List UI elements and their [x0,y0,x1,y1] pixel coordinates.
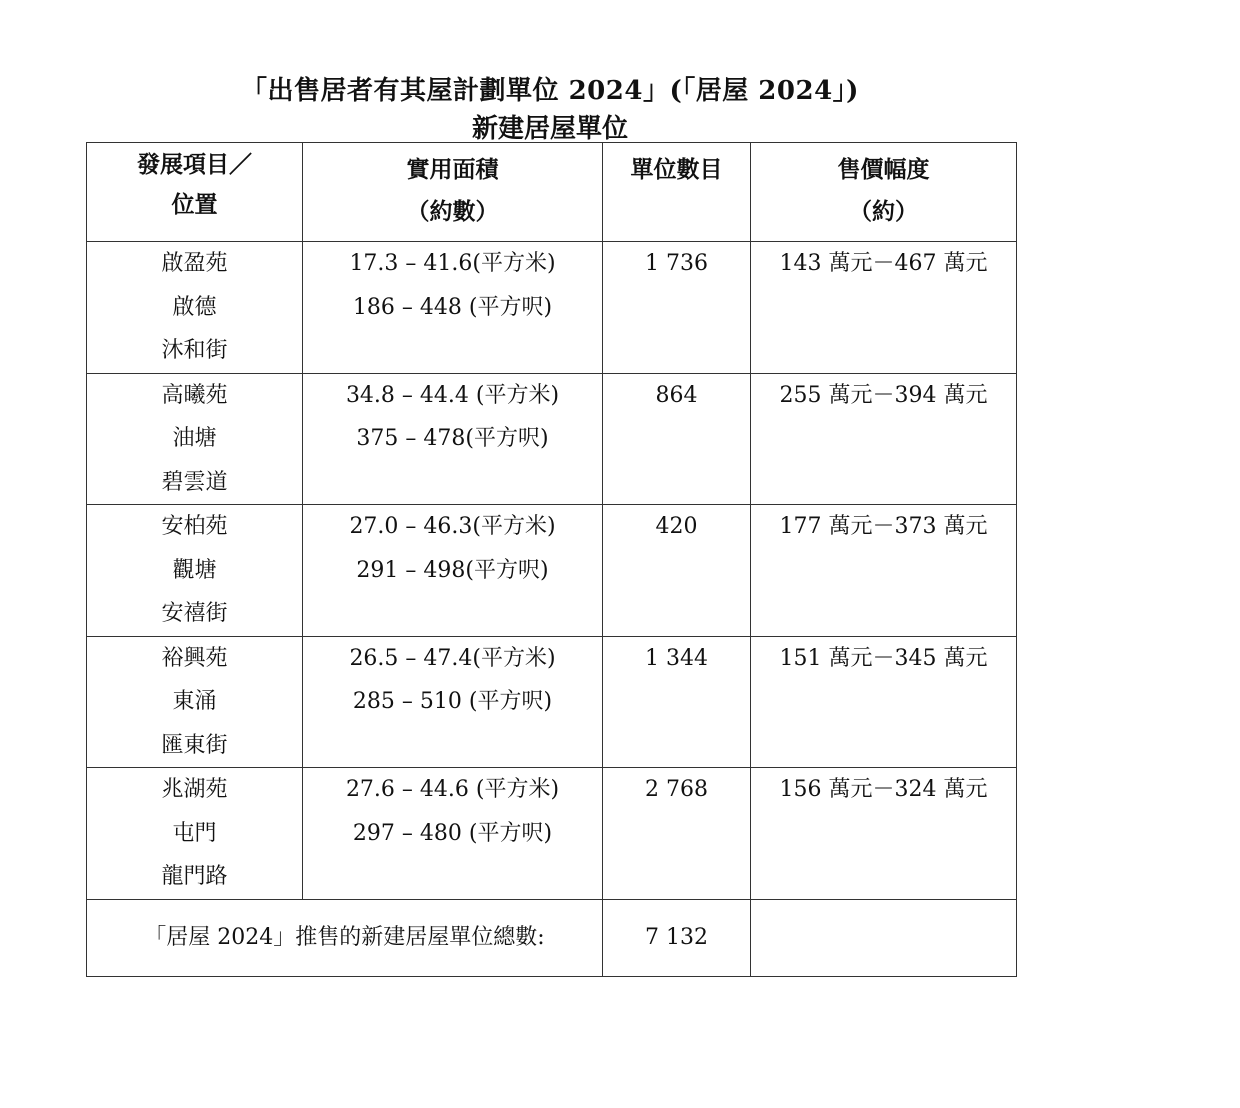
table-row [87,768,1017,900]
price-range: 177 萬元－373 萬元 [779,514,988,539]
units-count: 1 736 [645,251,708,276]
table-row [87,242,1017,374]
header-area-line2: （約數） [406,198,499,225]
project-name: 裕興苑 [161,645,228,671]
project-cell [87,636,303,768]
header-units [603,143,751,242]
units-count: 1 344 [645,645,708,671]
units-cell [603,373,751,505]
area-cell [303,505,603,637]
document-title: 「出售居者有其屋計劃單位 2024」(「居屋 2024」) [241,76,859,106]
units-cell [603,636,751,768]
area-sqm: 34.8 – 44.4 (平方米) [345,382,560,408]
area-sqft: 375 – 478(平方呎) [356,426,549,451]
table-row [87,373,1017,505]
header-units-label: 單位數目 [630,156,723,183]
project-street: 龍門路 [161,864,228,889]
project-district: 啟德 [172,294,217,320]
price-range: 151 萬元－345 萬元 [779,645,988,671]
header-row [87,143,1017,242]
project-name: 高曦苑 [161,382,228,408]
units-count: 864 [655,382,698,408]
header-area [303,143,603,242]
header-project-line1: 發展項目／ [137,151,252,178]
project-district: 油塘 [172,426,217,451]
price-cell [751,373,1017,505]
area-sqft: 291 – 498(平方呎) [356,557,549,583]
header-price-line2: （約） [849,198,918,225]
project-name: 兆湖苑 [161,777,228,802]
project-cell [87,242,303,374]
table-row [87,505,1017,637]
units-table [86,142,1017,977]
area-sqm: 27.0 – 46.3(平方米) [349,514,556,539]
area-sqm: 27.6 – 44.6 (平方米) [345,777,560,802]
project-district: 屯門 [172,820,217,846]
units-cell [603,768,751,900]
units-cell [603,505,751,637]
area-sqft: 186 – 448 (平方呎) [352,294,553,320]
price-range: 143 萬元－467 萬元 [779,251,988,276]
project-name: 安柏苑 [161,514,228,539]
units-cell [603,242,751,374]
area-sqm: 17.3 – 41.6(平方米) [349,251,556,276]
header-area-line1: 實用面積 [406,156,499,183]
price-cell [751,505,1017,637]
header-project [87,143,303,242]
total-row [87,899,1017,976]
header-project-line2: 位置 [171,191,218,218]
price-cell [751,242,1017,374]
area-cell [303,768,603,900]
price-range: 156 萬元－324 萬元 [779,777,988,802]
area-cell [303,373,603,505]
project-district: 觀塘 [172,557,217,583]
project-cell [87,373,303,505]
table-row [87,636,1017,768]
units-count: 2 768 [645,777,708,802]
units-count: 420 [655,514,698,539]
area-cell [303,636,603,768]
header-price-line1: 售價幅度 [837,156,930,183]
project-name: 啟盈苑 [161,251,228,276]
project-district: 東涌 [172,689,217,714]
project-street: 碧雲道 [161,469,228,495]
document-subtitle: 新建居屋單位 [471,114,628,144]
project-street: 安禧街 [161,601,228,626]
price-cell [751,768,1017,900]
price-cell [751,636,1017,768]
total-units: 7 132 [603,899,751,976]
header-price [751,143,1017,242]
total-price-cell [751,899,1017,976]
total-label: 「居屋 2024」推售的新建居屋單位總數: [87,899,603,976]
project-street: 匯東街 [161,732,228,758]
project-cell [87,505,303,637]
project-cell [87,768,303,900]
area-sqft: 297 – 480 (平方呎) [352,820,553,846]
price-range: 255 萬元－394 萬元 [779,382,988,408]
area-sqm: 26.5 – 47.4(平方米) [349,645,556,671]
area-sqft: 285 – 510 (平方呎) [352,689,553,714]
area-cell [303,242,603,374]
project-street: 沐和街 [161,338,228,363]
